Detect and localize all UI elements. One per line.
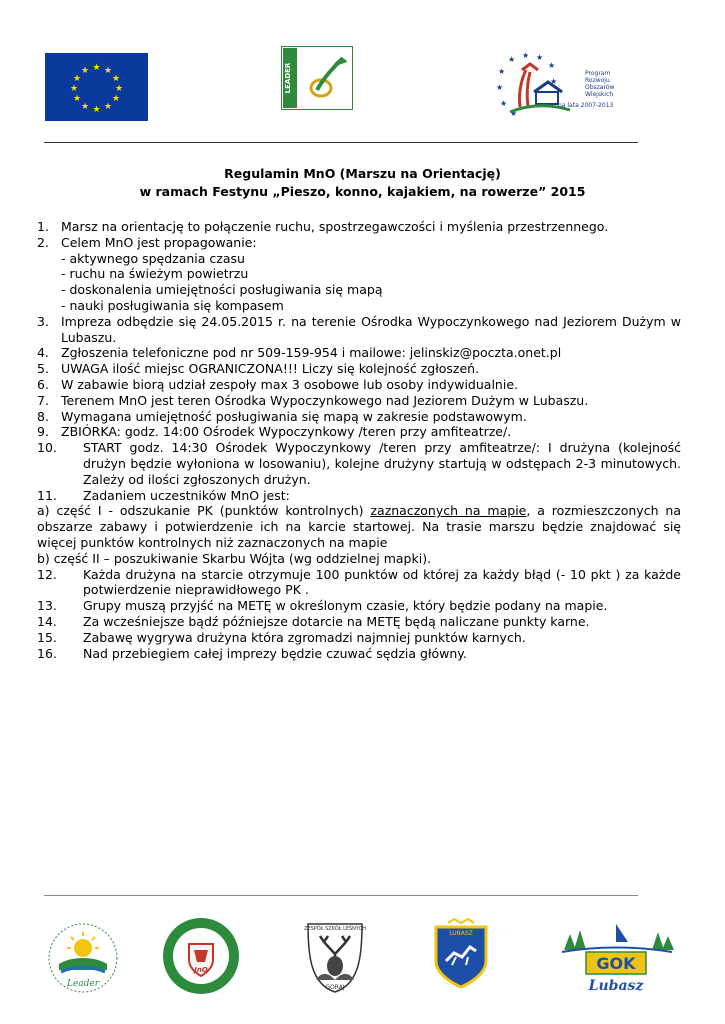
- part-a-prefix: a) część I - odszukanie PK (punktów kontrolnych): [37, 503, 371, 519]
- item-text: Nad przebiegiem całej imprezy będzie czuwać sędzia główny.: [83, 645, 467, 661]
- item-text: Terenem MnO jest teren Ośrodka Wypoczynkowego nad Jeziorem Dużym w Lubaszu.: [61, 392, 589, 408]
- zsl-bottom-text: GORAJ: [325, 984, 345, 991]
- item-number: 1.: [37, 219, 49, 234]
- leader-logo: [281, 46, 353, 110]
- item-text: Wymagana umiejętność posługiwania się mapą w zakresie podstawowym.: [61, 408, 527, 424]
- gok-word: GOK: [596, 954, 636, 973]
- svg-text:★: ★: [92, 105, 101, 115]
- svg-text:★: ★: [500, 99, 508, 108]
- item-text: ZBIÓRKA: godz. 14:00 Ośrodek Wypoczynkowy /teren przy amfiteatrze/.: [61, 424, 512, 440]
- item-number: 2.: [37, 234, 49, 250]
- lubasz-label: LUBASZ: [449, 930, 473, 937]
- item-number: 6.: [37, 376, 49, 392]
- sub-item: - ruchu na świeżym powietrzu: [61, 266, 249, 282]
- list-item: [37, 630, 681, 646]
- part-a-underlined: zaznaczonych na mapie: [370, 503, 527, 519]
- item-text: UWAGA ilość miejsc OGRANICZONA!!! Liczy się kolejność zgłoszeń.: [61, 361, 480, 377]
- prow-line-1: Program: [585, 70, 611, 77]
- item-number: 15.: [37, 629, 57, 645]
- list-item: [37, 393, 681, 409]
- leader-lgd-logo: [47, 922, 119, 994]
- item-text: Marsz na orientację to połączenie ruchu, spostrzegawczości i myślenia przestrzennego.: [61, 219, 609, 234]
- gok-town: Lubasz: [588, 978, 644, 994]
- gok-lubasz-logo: [556, 916, 676, 996]
- item-number: 11.: [37, 487, 57, 503]
- zsl-top-text: ZESPÓŁ SZKÓŁ LEŚNYCH: [304, 926, 366, 932]
- svg-text:★: ★: [103, 66, 113, 76]
- leader-vertical-label: LEADER: [284, 62, 292, 94]
- item-text: Grupy muszą przyjść na METĘ w określonym czasie, który będzie podany na mapie.: [83, 598, 608, 614]
- list-item: [37, 314, 681, 346]
- part-a-rest: , a rozmieszczonych na obszarze zabawy i potwierdzenie ich na karcie startowej. Na trasie marszu będzie znajdować się więcej punktów kontrolnych niż zaznaczonych na mapie: [37, 503, 681, 550]
- prow-line-4: Wiejskich: [585, 91, 614, 98]
- list-item: [37, 646, 681, 662]
- item-number: 13.: [37, 598, 57, 614]
- item-number: 4.: [37, 345, 49, 361]
- svg-text:★: ★: [111, 74, 121, 84]
- item-text: Celem MnO jest propagowanie:: [61, 234, 257, 250]
- item-text: Zadaniem uczestników MnO jest:: [83, 487, 290, 503]
- item-text: START godz. 14:30 Ośrodek Wypoczynkowy /teren przy amfiteatrze/: I drużyna (kolejność drużyn będzie wyłoniona w losowaniu), kolejne drużyny startują w odstępach 2-3 minutowych. Zależy od ilości zgłoszonych drużyn.: [83, 440, 681, 487]
- svg-text:★: ★: [80, 102, 90, 112]
- list-item: [37, 235, 681, 251]
- item-number: 9.: [37, 424, 49, 440]
- list-item: [37, 219, 681, 235]
- svg-text:★: ★: [522, 52, 530, 60]
- item-text: Zgłoszenia telefoniczne pod nr 509-159-954 i mailowe: jelinskiz@poczta.onet.pl: [61, 345, 562, 361]
- svg-text:★: ★: [548, 61, 556, 70]
- rules-list: [37, 219, 681, 661]
- list-item: [37, 424, 681, 440]
- svg-text:★: ★: [80, 66, 90, 76]
- item-number: 5.: [37, 361, 49, 377]
- item-text: Impreza odbędzie się 24.05.2015 r. na terenie Ośrodka Wypoczynkowego nad Jeziorem Dużym w Lubaszu.: [61, 313, 681, 345]
- svg-text:★: ★: [496, 83, 504, 92]
- item-number: 12.: [37, 566, 57, 582]
- footer-divider: [44, 895, 638, 896]
- list-item: [37, 345, 681, 361]
- list-item: [37, 598, 681, 614]
- prow-logo: [490, 52, 640, 122]
- svg-text:★: ★: [69, 84, 79, 94]
- item-text: Za wcześniejsze bądź późniejsze dotarcie na METĘ będą naliczane punkty karne.: [83, 613, 590, 629]
- organization-crest-logo: [161, 916, 241, 996]
- document-subtitle: w ramach Festynu „Pieszo, konno, kajakiem, na rowerze” 2015: [139, 184, 586, 199]
- svg-text:★: ★: [510, 109, 518, 118]
- list-item: [37, 567, 681, 599]
- list-item: [37, 614, 681, 630]
- item-number: 8.: [37, 408, 49, 424]
- item-number: 14.: [37, 613, 57, 629]
- item-text: Zabawę wygrywa drużyna która zgromadzi najmniej punktów karnych.: [83, 629, 526, 645]
- svg-text:★: ★: [72, 94, 82, 104]
- list-item: [37, 409, 681, 425]
- zsl-goraj-logo: [300, 914, 370, 996]
- svg-text:★: ★: [550, 77, 558, 86]
- document-title: Regulamin MnO (Marszu na Orientację): [224, 166, 501, 181]
- list-item-part-a: [37, 503, 681, 550]
- crest-text: JnO: [194, 966, 208, 974]
- header-divider: [44, 142, 638, 143]
- svg-text:★: ★: [498, 67, 506, 76]
- svg-text:★: ★: [92, 63, 101, 73]
- svg-text:★: ★: [114, 84, 124, 94]
- list-item: [37, 377, 681, 393]
- item-number: 10.: [37, 440, 57, 456]
- prow-line-2: Rozwoju: [585, 77, 610, 84]
- prow-line-3: Obszarów: [585, 84, 615, 91]
- item-text: Każda drużyna na starcie otrzymuje 100 punktów od której za każdy błąd (- 10 pkt ) za każde potwierdzenie nieprawidłowego PK .: [83, 566, 681, 598]
- svg-text:★: ★: [72, 74, 82, 84]
- list-item: [37, 440, 681, 487]
- list-item: [37, 361, 681, 377]
- svg-text:★: ★: [111, 94, 121, 104]
- eu-flag-logo: [45, 53, 148, 121]
- sub-item: - aktywnego spędzania czasu: [61, 250, 245, 266]
- prow-emblem-icon: [490, 52, 585, 122]
- svg-text:★: ★: [508, 55, 516, 64]
- prow-period: na lata 2007-2013: [558, 102, 614, 109]
- item-number: 16.: [37, 645, 57, 661]
- sub-item: - doskonalenia umiejętności posługiwania się mapą: [61, 282, 383, 298]
- leader-word: Leader: [66, 979, 100, 989]
- svg-text:★: ★: [103, 102, 113, 112]
- item-text: W zabawie biorą udział zespoły max 3 osobowe lub osoby indywidualnie.: [61, 376, 518, 392]
- item-number: 7.: [37, 392, 49, 408]
- list-item-part-b: b) część II – poszukiwanie Skarbu Wójta (wg oddzielnej mapki).: [37, 550, 432, 566]
- lubasz-coat-of-arms: [432, 917, 490, 989]
- list-item: [37, 488, 681, 504]
- sub-item: - nauki posługiwania się kompasem: [61, 297, 284, 313]
- item-number: 3.: [37, 313, 49, 329]
- svg-text:★: ★: [536, 53, 544, 62]
